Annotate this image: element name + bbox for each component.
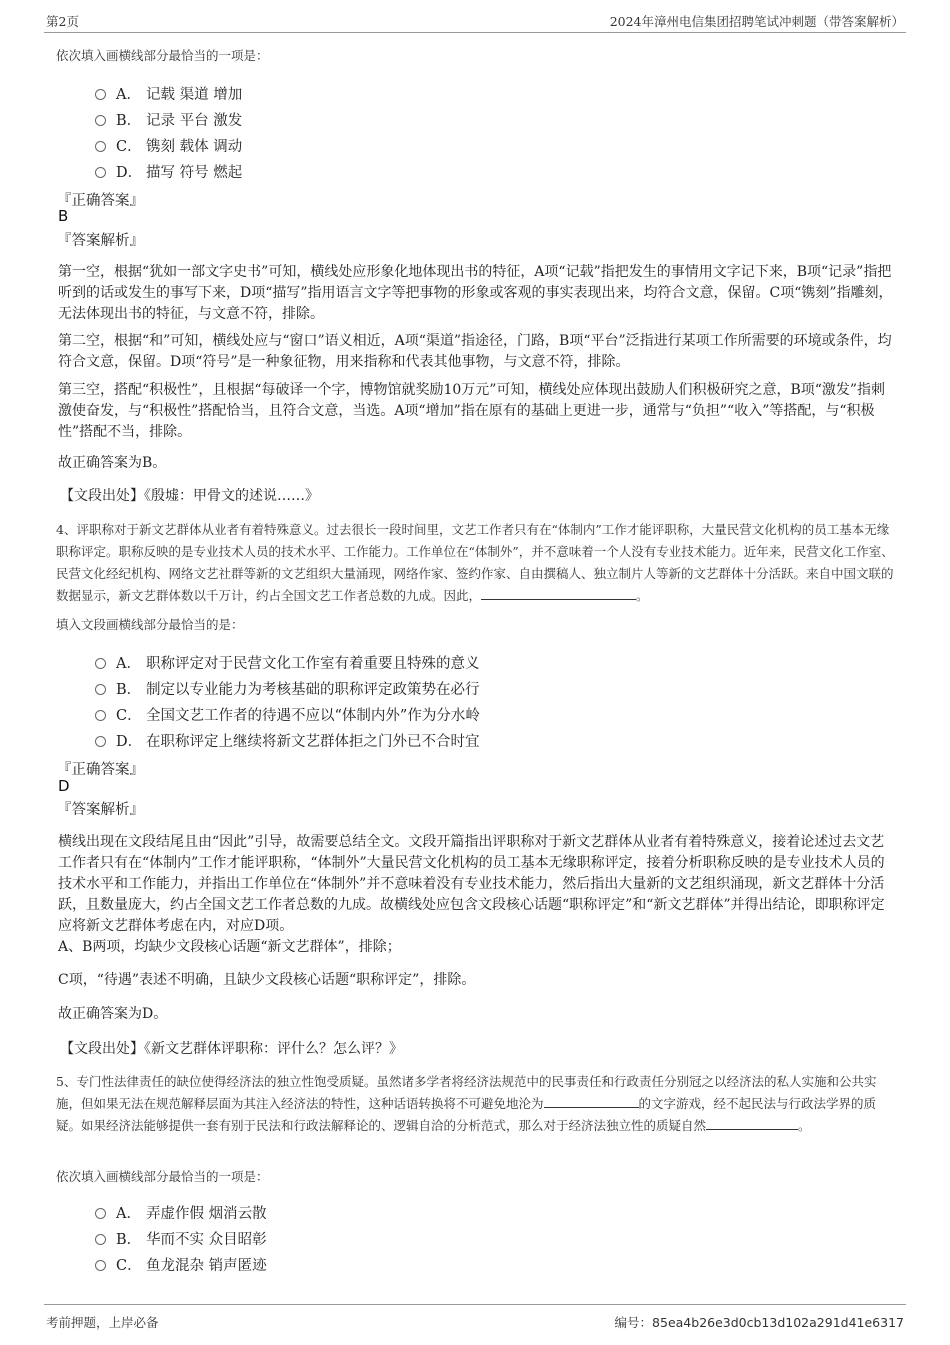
source-citation: 【文段出处】《殷墟：甲骨文的述说……》 <box>60 488 319 504</box>
correct-answer: B <box>58 207 69 225</box>
fill-blank <box>706 1115 798 1130</box>
correct-answer: D <box>58 777 70 795</box>
q4-option-a[interactable]: A． 职称评定对于民营文化工作室有着重要且特殊的意义 <box>95 652 480 674</box>
q3-option-c[interactable]: C． 镌刻 载体 调动 <box>95 135 242 157</box>
q3-option-b[interactable]: B． 记录 平台 激发 <box>95 109 242 131</box>
analysis-conclusion: 故正确答案为B。 <box>58 455 167 471</box>
radio-icon[interactable] <box>95 658 106 669</box>
page-number: 第2页 <box>46 14 79 29</box>
q3-prompt: 依次填入画横线部分最恰当的一项是： <box>56 48 269 63</box>
q3-option-a[interactable]: A． 记载 渠道 增加 <box>95 83 242 105</box>
radio-icon[interactable] <box>95 710 106 721</box>
page-footer <box>44 1304 906 1331</box>
fill-blank <box>544 1093 639 1108</box>
q5-option-c[interactable]: C． 鱼龙混杂 销声匿迹 <box>95 1254 267 1276</box>
radio-icon[interactable] <box>95 141 106 152</box>
document-code: 编号：85ea4b26e3d0cb13d102a291d41e6317 <box>614 1315 904 1330</box>
analysis-paragraph: 第三空，搭配“积极性”，且根据“每破译一个字，博物馆就奖励10万元”可知，横线处应体现出鼓励人们积极研究之意，B项“激发”指刺激使奋发，与“积极性”搭配恰当，且符合文意，当选。A项“增加”指在原有的基础上更进一步，通常与“负担”“收入”等搭配，与“积极性”搭配不当，排除。 <box>58 382 886 440</box>
q4-option-c[interactable]: C． 全国文艺工作者的待遇不应以“体制内外”作为分水岭 <box>95 704 480 726</box>
radio-icon[interactable] <box>95 1208 106 1219</box>
question-stem: 4、评职称对于新文艺群体从业者有着特殊意义。过去很长一段时间里，文艺工作者只有在“体制内”工作才能评职称，大量民营文化机构的员工基本无缘职称评定。职称反映的是专业技术人员的技术水平、工作能力。工作单位在“体制外”，并不意味着一个人没有专业技术能力。近年来，民营文化工作室、民营文化经纪机构、网络文艺社群等新的文艺组织大量涌现，网络作家、签约作家、自由撰稿人、独立制片人等新的文艺群体十分活跃。来自中国文联的数据显示，新文艺群体数以千万计，约占全国文艺工作者总数的九成。因此， 。 <box>56 522 894 603</box>
analysis-label: 『答案解析』 <box>57 802 144 818</box>
q5-prompt: 依次填入画横线部分最恰当的一项是： <box>56 1169 269 1184</box>
question-stem: 5、专门性法律责任的缺位使得经济法的独立性饱受质疑。虽然诸多学者将经济法规范中的民事责任和行政责任分别冠之以经济法的私人实施和公共实施，但如果无法在规范解释层面为其注入经济法的特性，这种话语转换将不可避免地沦为 的文字游戏，经不起民法与行政法学界的质疑。如果经济法能够提供一套有别于民法和行政法解释论的、逻辑自洽的分析范式，那么对于经济法独立性的质疑自然 。 <box>56 1074 877 1133</box>
analysis-conclusion: 故正确答案为D。 <box>58 1006 168 1022</box>
analysis-paragraph: A、B两项，均缺少文段核心话题“新文艺群体”，排除； <box>58 939 401 955</box>
q3-option-d[interactable]: D． 描写 符号 燃起 <box>95 161 242 183</box>
fill-blank <box>481 585 636 600</box>
analysis-paragraph: 第一空，根据“犹如一部文字史书”可知，横线处应形象化地体现出书的特征，A项“记载”指把发生的事情用文字记下来，B项“记录”指把听到的话或发生的事写下来，D项“描写”指用语言文字等把事物的形象或客观的事实表现出来，均符合文意，保留。C项“镌刻”指雕刻，无法体现出书的特征，与文意不符，排除。 <box>58 264 893 322</box>
radio-icon[interactable] <box>95 167 106 178</box>
footer-slogan: 考前押题，上岸必备 <box>46 1315 159 1330</box>
q5-option-b[interactable]: B． 华而不实 众目昭彰 <box>95 1228 267 1250</box>
document-title: 2024年漳州电信集团招聘笔试冲刺题（带答案解析） <box>609 14 904 29</box>
radio-icon[interactable] <box>95 89 106 100</box>
analysis-paragraph: C项，“待遇”表述不明确，且缺少文段核心话题“职称评定”，排除。 <box>58 972 476 988</box>
radio-icon[interactable] <box>95 1234 106 1245</box>
source-citation: 【文段出处】《新文艺群体评职称：评什么？怎么评？》 <box>60 1041 403 1057</box>
analysis-label: 『答案解析』 <box>57 233 144 249</box>
correct-answer-label: 『正确答案』 <box>57 762 144 778</box>
analysis-paragraph: 第二空，根据“和”可知，横线处应与“窗口”语义相近，A项“渠道”指途径，门路，B项“平台”泛指进行某项工作所需要的环境或条件，均符合文意，保留。D项“符号”是一种象征物，用来指称和代表其他事物，与文意不符，排除。 <box>58 333 892 370</box>
radio-icon[interactable] <box>95 736 106 747</box>
radio-icon[interactable] <box>95 115 106 126</box>
page-header <box>44 8 906 33</box>
q4-option-b[interactable]: B． 制定以专业能力为考核基础的职称评定政策势在必行 <box>95 678 480 700</box>
radio-icon[interactable] <box>95 1260 106 1271</box>
correct-answer-label: 『正确答案』 <box>57 193 144 209</box>
analysis-paragraph: 横线出现在文段结尾且由“因此”引导，故需要总结全文。文段开篇指出评职称对于新文艺群体从业者有着特殊意义，接着论述过去文艺工作者只有在“体制内”工作才能评职称，“体制外”大量民营文化机构的员工基本无缘职称评定，接着分析职称反映的是专业技术人员的技术水平和工作能力，并指出工作单位在“体制外”并不意味着没有专业技术能力，然后指出大量新的文艺组织涌现，新文艺群体十分活跃，且数量庞大，约占全国文艺工作者总数的九成。故横线处应包含文段核心话题“职称评定”和“新文艺群体”并得出结论，即职称评定应将新文艺群体考虑在内，对应D项。 <box>58 834 885 934</box>
q4-option-d[interactable]: D． 在职称评定上继续将新文艺群体拒之门外已不合时宜 <box>95 730 480 752</box>
q4-prompt: 填入文段画横线部分最恰当的是： <box>56 617 244 632</box>
radio-icon[interactable] <box>95 684 106 695</box>
q5-option-a[interactable]: A． 弄虚作假 烟消云散 <box>95 1202 267 1224</box>
